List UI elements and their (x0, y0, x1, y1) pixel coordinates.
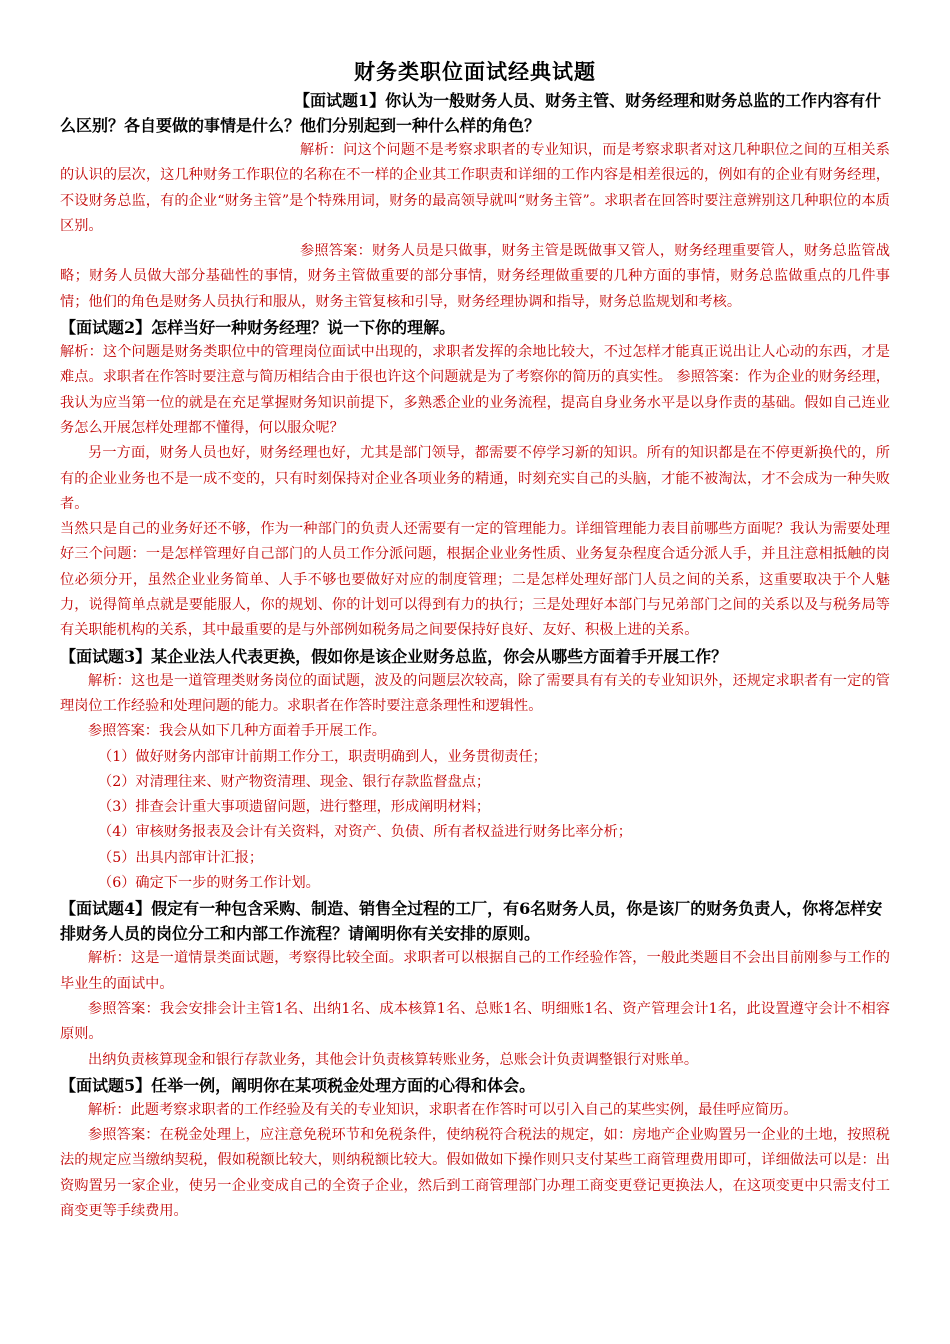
page-title: 财务类职位面试经典试题 (354, 59, 596, 84)
answer-3-item: （6）确定下一步的财务工作计划。 (98, 875, 320, 892)
analysis-5: 解析：此题考察求职者的工作经验及有关的专业知识，求职者在作答时可以引入自己的某些实例，最佳呼应简历。 (88, 1101, 798, 1118)
question-1: 【面试题1】你认为一般财务人员、财务主管、财务经理和财务总监的工作内容有什么区别？各自要做的事情是什么？他们分别起到一种什么样的角色？ (60, 91, 882, 135)
answer-1: 参照答案：财务人员是只做事，财务主管是既做事又管人，财务经理重要管人，财务总监管战略；财务人员做大部分基础性的事情，财务主管做重要的部分事情，财务经理做重要的几种方面的事情，财务总监做重点的几件事情；他们的角色是财务人员执行和服从，财务主管复核和引导，财务经理协调和指导，财务总监规划和考核。 (60, 243, 890, 310)
answer-3-item: （3）排查会计重大事项遗留问题，进行整理，形成阐明材料； (98, 799, 491, 816)
answer-4-note: 出纳负责核算现金和银行存款业务，其他会计负责核算转账业务，总账会计负责调整银行对账单。 (88, 1051, 699, 1068)
analysis-4: 解析：这是一道情景类面试题，考察得比较全面。求职者可以根据自己的工作经验作答，一般此类题目不会出目前刚参与工作的毕业生的面试中。 (60, 950, 890, 992)
analysis-2: 解析：这个问题是财务类职位中的管理岗位面试中出现的，求职者发挥的余地比较大，不过怎样才能真正说出让人心动的东西，才是难点。求职者在作答时要注意与简历相结合由于很也许这个问题就是为了考察你的简历的真实性。 参照答案：作为企业的财务经理，我认为应当第一位的就是在充足掌握财务知识前提下，多熟悉企业的业务流程，提高自身业务水平是以身作责的基础。假如自己连业务怎么开展怎样处理都不懂得，何以服众呢？ (60, 344, 890, 436)
question-5: 【面试题5】任举一例，阐明你在某项税金处理方面的心得和体会。 (60, 1075, 536, 1095)
answer-3: 参照答案：我会从如下几种方面着手开展工作。 (88, 723, 386, 740)
question-3: 【面试题3】某企业法人代表更换，假如你是该企业财务总监，你会从哪些方面着手开展工作？ (60, 646, 728, 666)
document-page (60, 58, 890, 1224)
answer-3-item: （2）对清理往来、财产物资清理、现金、银行存款监督盘点； (98, 773, 491, 790)
question-2: 【面试题2】怎样当好一种财务经理？说一下你的理解。 (60, 318, 456, 338)
answer-4: 参照答案：我会安排会计主管1名、出纳1名、成本核算1名、总账1名、明细账1名、资产管理会计1名，此设置遵守会计不相容原则。 (60, 1000, 890, 1043)
question-4: 【面试题4】假定有一种包含采购、制造、销售全过程的工厂，有6名财务人员，你是该厂的财务负责人，你将怎样安排财务人员的岗位分工和内部工作流程？请阐明你有关安排的原则。 (60, 899, 883, 944)
answer-3-item: （5）出具内部审计汇报； (98, 849, 264, 866)
analysis-1: 解析：问这个问题不是考察求职者的专业知识，而是考察求职者对这几种职位之间的互相关系的认识的层次，这几种财务工作职位的名称在不一样的企业其工作职责和详细的工作内容是相差很远的，例如有的企业有财务经理，不设财务总监，有的企业“财务主管”是个特殊用词，财务的最高领导就叫“财务主管”。求职者在回答时要注意辨别这几种职位的本质区别。 (60, 142, 890, 234)
answer-5: 参照答案：在税金处理上，应注意免税环节和免税条件，使纳税符合税法的规定，如：房地产企业购置另一企业的土地，按照税法的规定应当缴纳契税，假如税额比较大，则纳税额比较大。假如做如下操作则只支付某些工商管理费用即可，详细做法可以是：出资购置另一家企业，使另一企业变成自己的全资子企业，然后到工商管理部门办理工商变更登记更换法人，在这项变更中只需支付工商变更等手续费用。 (60, 1127, 890, 1219)
answer-2-paragraph-2: 另一方面，财务人员也好，财务经理也好，尤其是部门领导，都需要不停学习新的知识。所有的知识都是在不停更新换代的，所有的企业业务也不是一成不变的，只有时刻保持对企业各项业务的精通，时刻充实自己的头脑，才能不被淘汰，才不会成为一种失败者。 (60, 445, 890, 512)
answer-2-paragraph-3: 当然只是自己的业务好还不够，作为一种部门的负责人还需要有一定的管理能力。详细管理能力表目前哪些方面呢？我认为需要处理好三个问题：一是怎样管理好自己部门的人员工作分派问题，根据企业业务性质、业务复杂程度合适分派人手，并且注意相抵触的岗位必须分开，虽然企业业务简单、人手不够也要做好对应的制度管理；二是怎样处理好部门人员之间的关系，这重要取决于个人魅力，说得简单点就是要能服人，你的规划、你的计划可以得到有力的执行；三是处理好本部门与兄弟部门之间的关系以及与税务局等有关职能机构的关系，其中最重要的是与外部例如税务局之间要保持好良好、友好、积极上进的关系。 (60, 521, 890, 639)
answer-3-item: （4）审核财务报表及会计有关资料，对资产、负债、所有者权益进行财务比率分析； (98, 824, 632, 841)
answer-3-item: （1）做好财务内部审计前期工作分工，职责明确到人，业务贯彻责任； (98, 748, 547, 765)
analysis-3: 解析：这也是一道管理类财务岗位的面试题，波及的问题层次较高，除了需要具有有关的专业知识外，还规定求职者有一定的管理岗位工作经验和处理问题的能力。求职者在作答时要注意条理性和逻辑性。 (60, 672, 890, 714)
